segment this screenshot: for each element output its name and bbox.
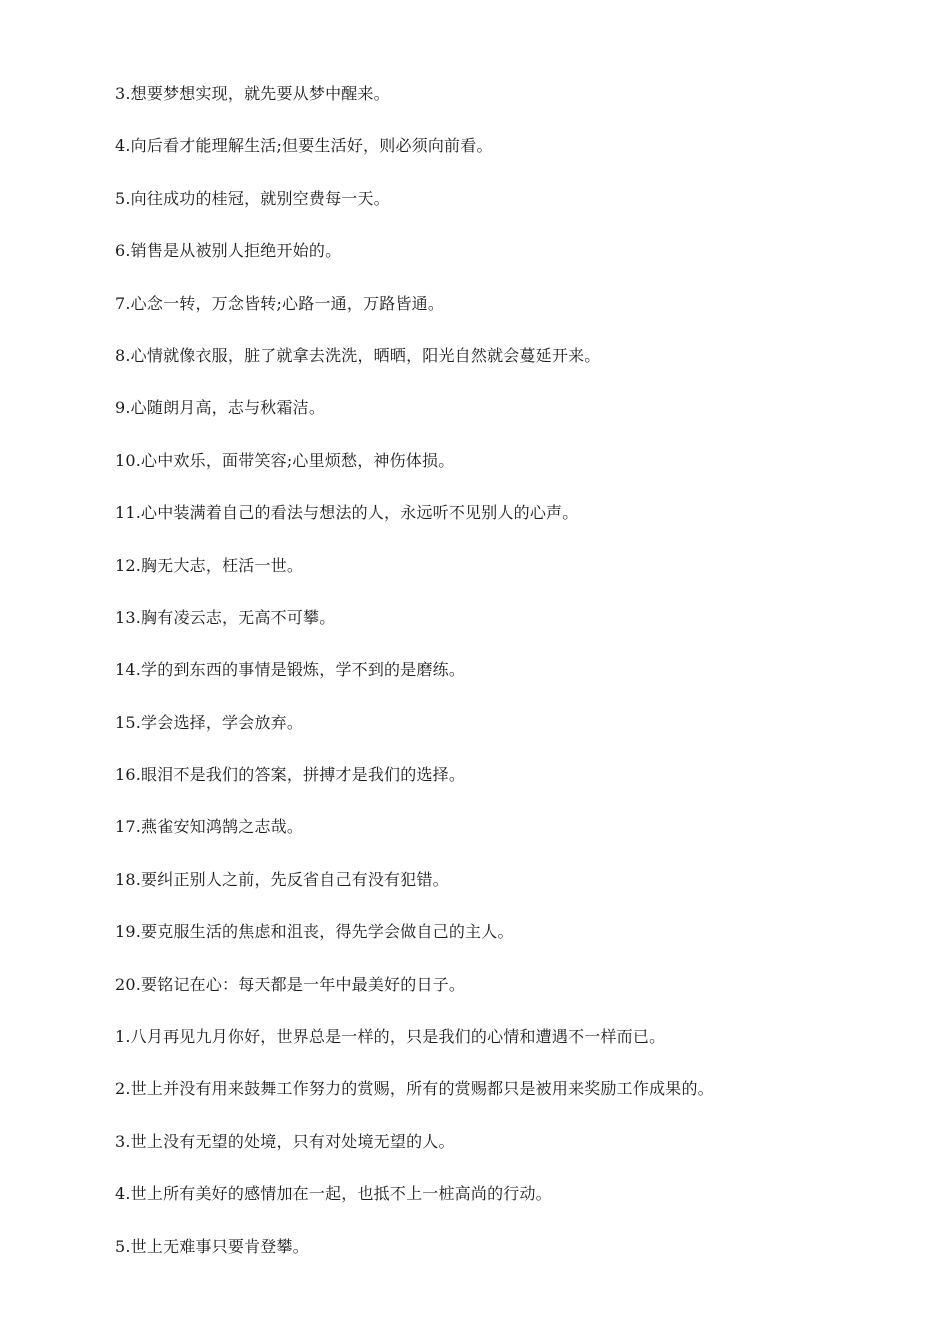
quote-line: 19.要克服生活的焦虑和沮丧，得先学会做自己的主人。: [115, 922, 514, 942]
quote-line: 11.心中装满着自己的看法与想法的人，永远听不见别人的心声。: [115, 503, 579, 523]
quote-line: 14.学的到东西的事情是锻炼，学不到的是磨练。: [115, 660, 466, 680]
quote-line: 16.眼泪不是我们的答案，拼搏才是我们的选择。: [115, 765, 466, 785]
quote-line: 6.销售是从被别人拒绝开始的。: [115, 241, 342, 261]
quote-line: 15.学会选择，学会放弃。: [115, 712, 304, 732]
quote-line: 4.世上所有美好的感情加在一起，也抵不上一桩高尚的行动。: [115, 1184, 552, 1204]
quote-line: 18.要纠正别人之前，先反省自己有没有犯错。: [115, 869, 449, 889]
quote-line: 3.想要梦想实现，就先要从梦中醒来。: [115, 84, 390, 103]
quote-line: 17.燕雀安知鸿鹄之志哉。: [115, 817, 304, 837]
quote-line: 1.八月再见九月你好，世界总是一样的，只是我们的心情和遭遇不一样而已。: [115, 1027, 666, 1047]
quote-line: 12.胸无大志，枉活一世。: [115, 555, 304, 575]
quote-line: 10.心中欢乐，面带笑容;心里烦愁，神伤体损。: [115, 450, 455, 470]
quote-line: 13.胸有凌云志，无高不可攀。: [115, 607, 336, 627]
quote-line: 20.要铭记在心：每天都是一年中最美好的日子。: [115, 974, 466, 994]
quote-line: 2.世上并没有用来鼓舞工作努力的赏赐，所有的赏赐都只是被用来奖励工作成果的。: [115, 1079, 714, 1099]
quote-line: 5.世上无难事只要肯登攀。: [115, 1236, 309, 1256]
quote-line: 8.心情就像衣服，脏了就拿去洗洗，晒晒，阳光自然就会蔓延开来。: [115, 345, 601, 365]
quote-line: 9.心随朗月高，志与秋霜洁。: [115, 398, 326, 418]
quote-list: [115, 80, 905, 1285]
quote-line: 7.心念一转，万念皆转;心路一通，万路皆通。: [115, 293, 445, 313]
quote-line: 5.向往成功的桂冠，就别空费每一天。: [115, 188, 390, 208]
quote-line: 4.向后看才能理解生活;但要生活好，则必须向前看。: [115, 136, 493, 156]
quote-line: 3.世上没有无望的处境，只有对处境无望的人。: [115, 1131, 455, 1151]
